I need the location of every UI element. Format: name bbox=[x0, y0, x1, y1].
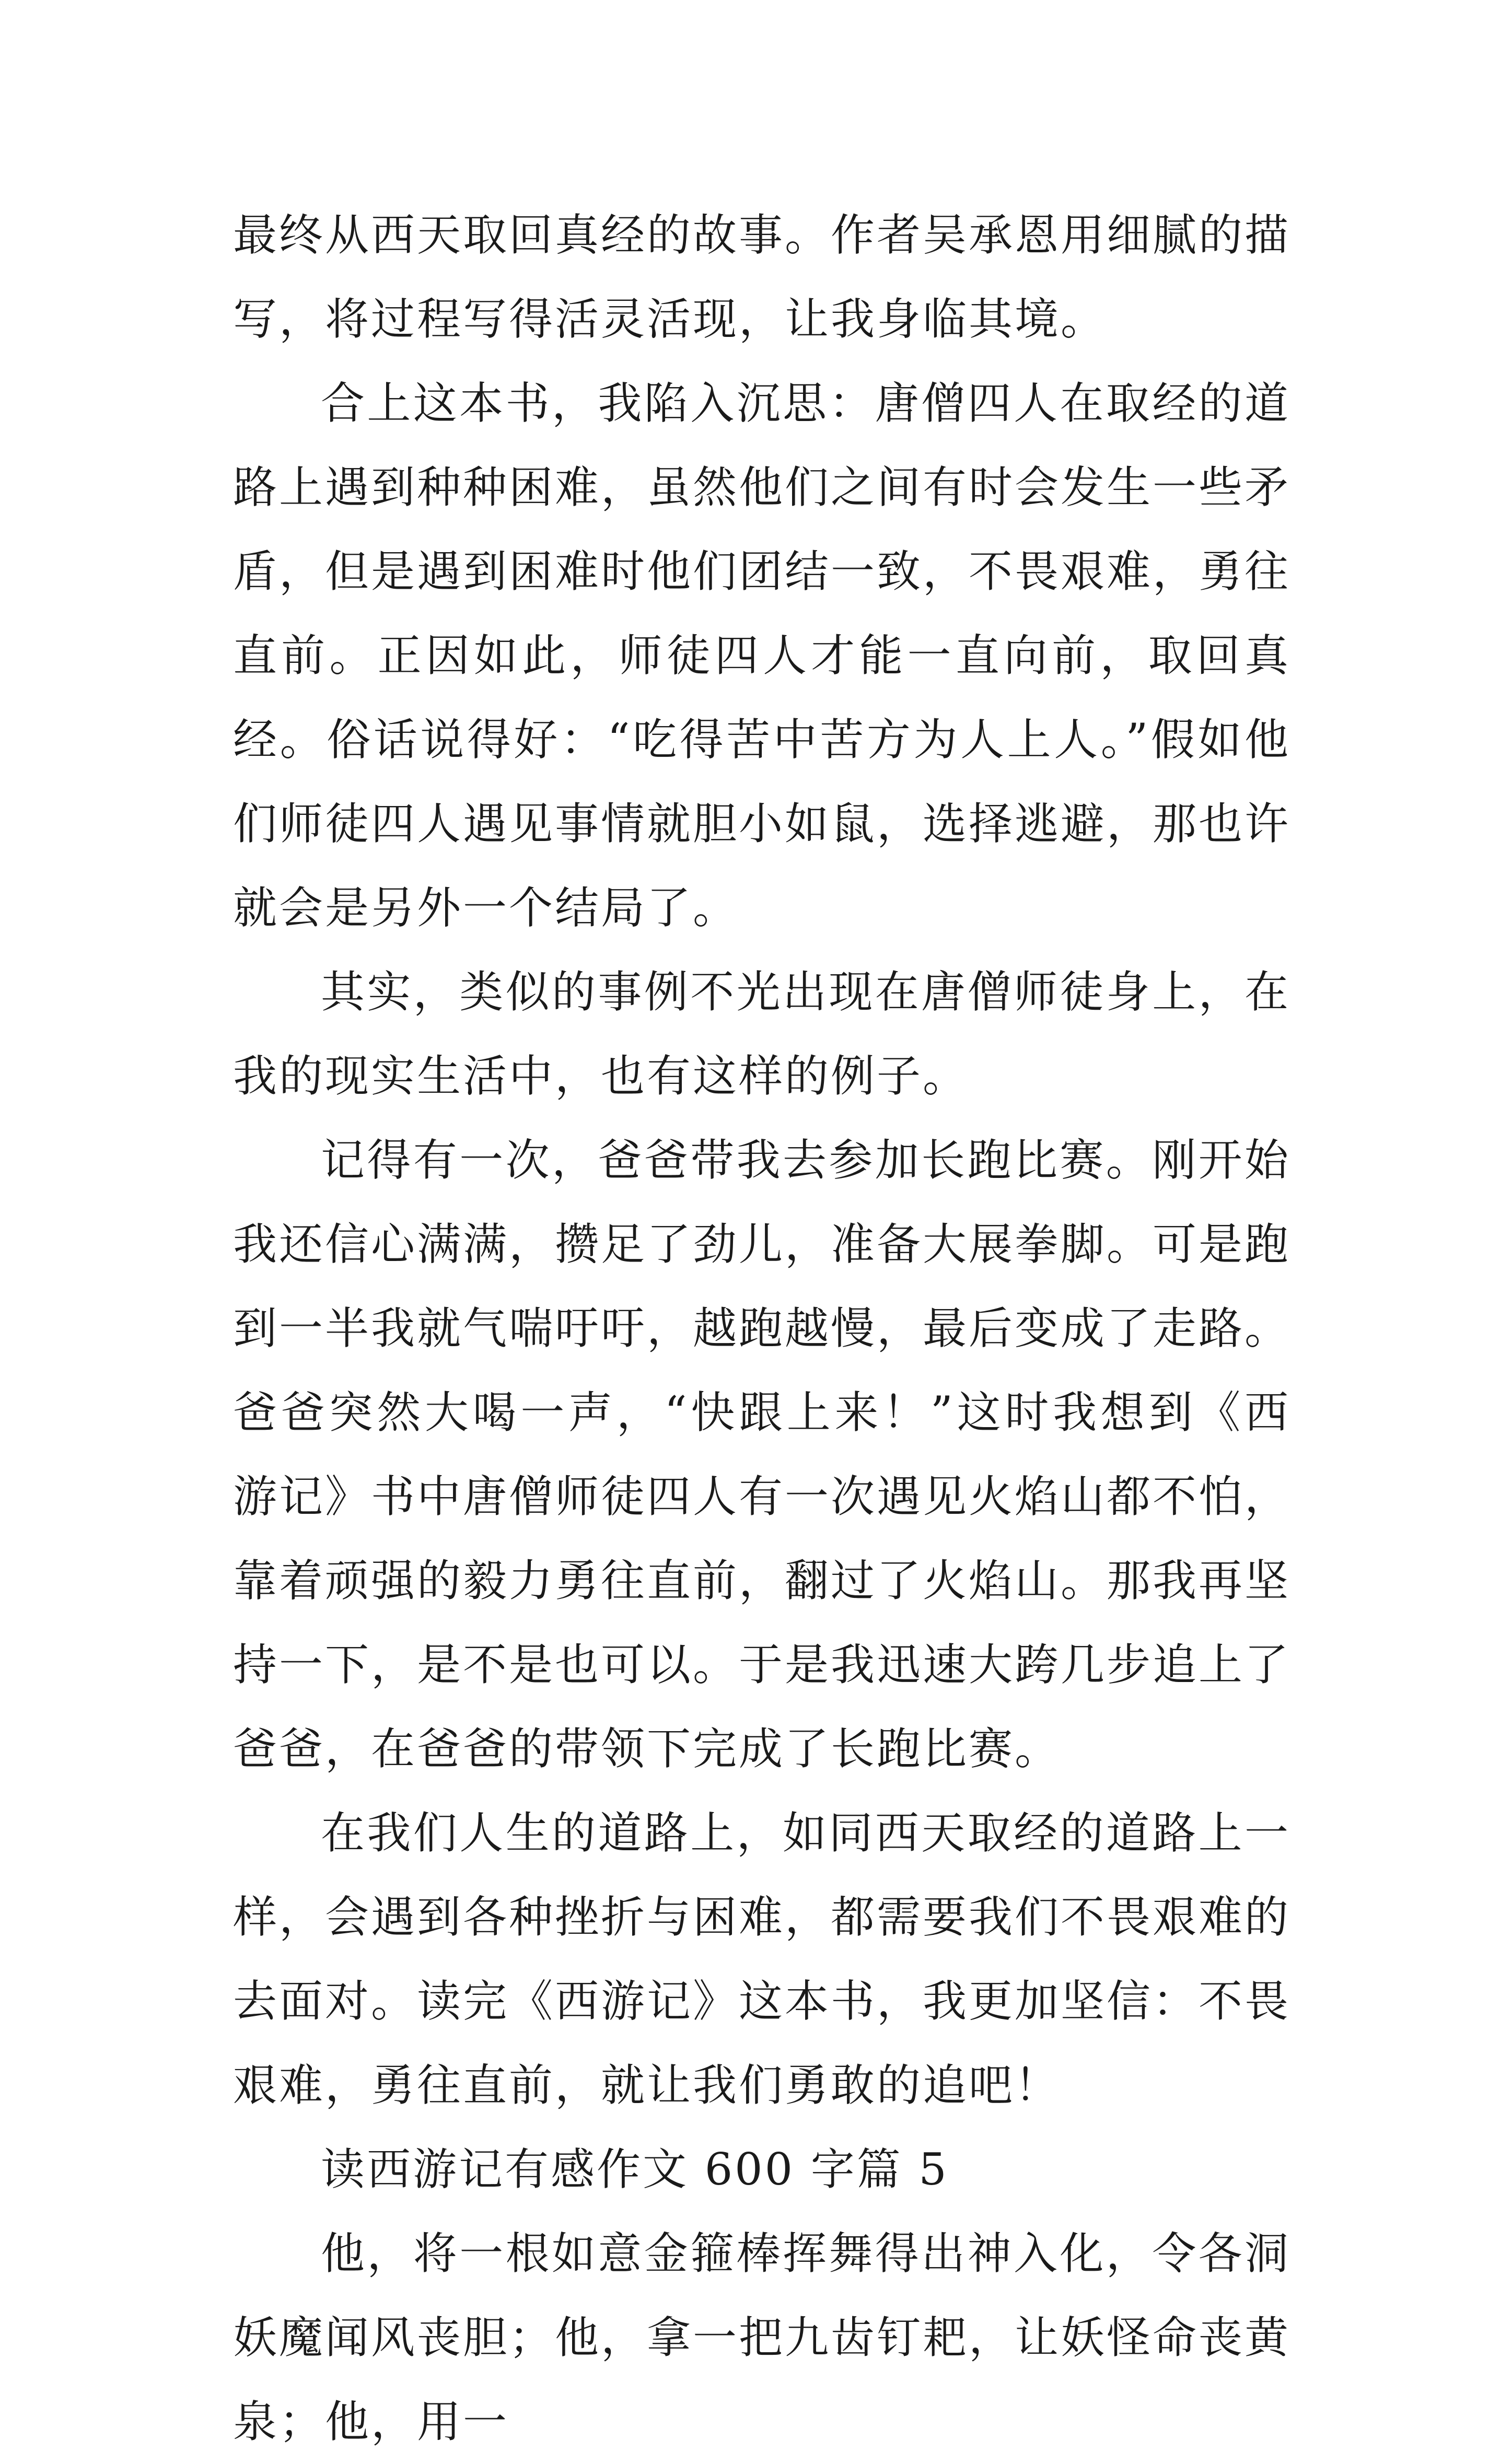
paragraph-reflection: 合上这本书，我陷入沉思：唐僧四人在取经的道路上遇到种种困难，虽然他们之间有时会发生一些矛盾，但是遇到困难时他们团结一致，不畏艰难，勇往直前。正因如此，师徒四人才能一直向前，取回真经。俗话说得好：“吃得苦中苦方为人上人。”假如他们师徒四人遇见事情就胆小如鼠，选择逃避，那也许就会是另外一个结局了。 bbox=[233, 378, 1291, 933]
paragraph-real-life: 其实，类似的事例不光出现在唐僧师徒身上，在我的现实生活中，也有这样的例子。 bbox=[233, 966, 1290, 1102]
paragraph-continued: 最终从西天取回真经的故事。作者吴承恩用细腻的描写，将过程写得活灵活现，让我身临其境。 bbox=[233, 209, 1291, 345]
paragraph-next-essay: 他，将一根如意金箍棒挥舞得出神入化，令各洞妖魔闻风丧胆；他，拿一把九齿钉耙，让妖怪命丧黄泉；他，用一 bbox=[233, 2228, 1291, 2447]
paragraph-race-story: 记得有一次，爸爸带我去参加长跑比赛。刚开始我还信心满满，攒足了劲儿，准备大展拳脚。可是跑到一半我就气喘吁吁，越跑越慢，最后变成了走路。爸爸突然大喝一声，“快跟上来！”这时我想到《西游记》书中唐僧师徒四人有一次遇见火焰山都不怕，靠着顽强的毅力勇往直前，翻过了火焰山。那我再坚持一下，是不是也可以。于是我迅速大跨几步追上了爸爸，在爸爸的带领下完成了长跑比赛。 bbox=[233, 1135, 1291, 1774]
paragraph-conclusion: 在我们人生的道路上，如同西天取经的道路上一样，会遇到各种挫折与困难，都需要我们不畏艰难的去面对。读完《西游记》这本书，我更加坚信：不畏艰难，勇往直前，就让我们勇敢的追吧！ bbox=[233, 1807, 1291, 2111]
section-heading: 读西游记有感作文 600 字篇 5 bbox=[321, 2144, 949, 2195]
document-body bbox=[233, 193, 1290, 2464]
